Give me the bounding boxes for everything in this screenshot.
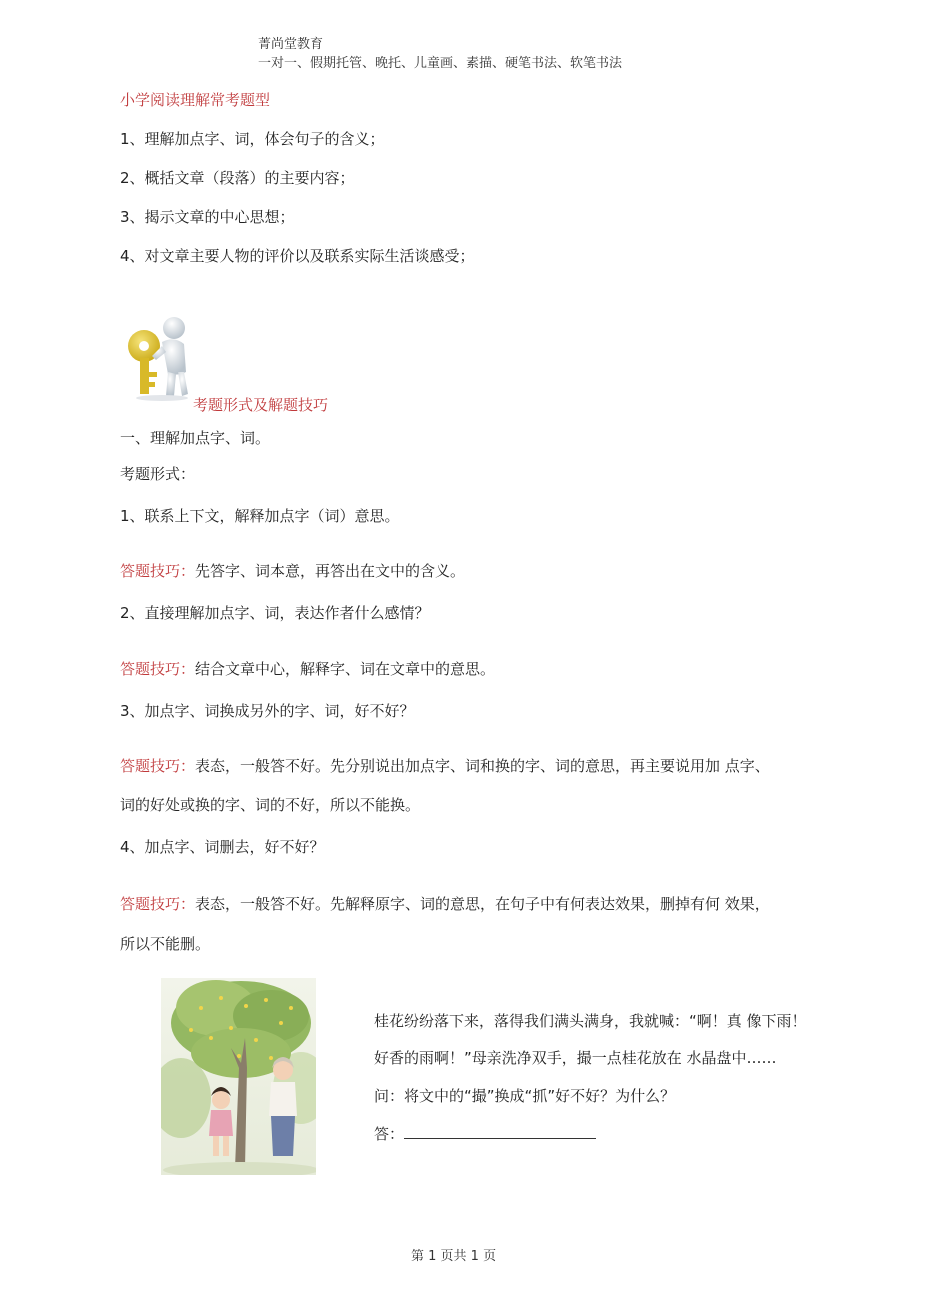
tip-text: 结合文章中心，解释字、词在文章中的意思。 bbox=[195, 660, 496, 678]
tip-label: 答题技巧： bbox=[120, 660, 196, 678]
section1-item: 4、对文章主要人物的评价以及联系实际生活谈感受； bbox=[120, 247, 475, 265]
osmanthus-tree-illustration bbox=[161, 978, 316, 1175]
example-line-1: 桂花纷纷落下来，落得我们满头满身，我就喊：“啊！真 像下雨！ bbox=[374, 1012, 807, 1030]
tip-4-line1 bbox=[120, 893, 770, 914]
section1-item: 1、理解加点字、词，体会句子的含义； bbox=[120, 130, 385, 148]
answer-line bbox=[374, 1123, 596, 1144]
key-figure-illustration bbox=[122, 312, 194, 402]
header-org: 菁尚堂教育 bbox=[258, 37, 324, 52]
answer-label: 答： bbox=[374, 1125, 405, 1143]
tip-text: 表态，一般答不好。先解释原字、词的意思，在句子中有何表达效果，删掉有何 效果， bbox=[195, 895, 770, 913]
section2-title: 考题形式及解题技巧 bbox=[193, 396, 329, 414]
answer-blank[interactable] bbox=[404, 1124, 596, 1139]
tip-text: 先答字、词本意，再答出在文中的含义。 bbox=[195, 562, 466, 580]
tip-label: 答题技巧： bbox=[120, 757, 196, 775]
section1-item: 3、揭示文章的中心思想； bbox=[120, 208, 295, 226]
question-2: 2、直接理解加点字、词，表达作者什么感情？ bbox=[120, 604, 430, 622]
tip-4-line2: 所以不能删。 bbox=[120, 935, 211, 953]
part-heading: 一、理解加点字、词。 bbox=[120, 429, 271, 447]
tip-label: 答题技巧： bbox=[120, 562, 196, 580]
example-line-2: 好香的雨啊！”母亲洗净双手，撮一点桂花放在 水晶盘中…… bbox=[374, 1049, 777, 1067]
tip-3-line1 bbox=[120, 755, 770, 776]
section1-title: 小学阅读理解常考题型 bbox=[120, 91, 271, 109]
question-4: 4、加点字、词删去，好不好？ bbox=[120, 838, 325, 856]
page-number: 第 1 页共 1 页 bbox=[411, 1249, 497, 1264]
tip-2 bbox=[120, 658, 495, 679]
form-label: 考题形式： bbox=[120, 465, 196, 483]
example-question: 问：将文中的“撮”换成“抓”好不好？为什么？ bbox=[374, 1087, 676, 1105]
tip-3-line2: 词的好处或换的字、词的不好，所以不能换。 bbox=[120, 796, 421, 814]
header-services: 一对一、假期托管、晚托、儿童画、素描、硬笔书法、软笔书法 bbox=[258, 56, 623, 71]
question-3: 3、加点字、词换成另外的字、词，好不好？ bbox=[120, 702, 415, 720]
tip-label: 答题技巧： bbox=[120, 895, 196, 913]
tip-text: 表态，一般答不好。先分别说出加点字、词和换的字、词的意思，再主要说用加 点字、 bbox=[195, 757, 770, 775]
question-1: 1、联系上下文，解释加点字（词）意思。 bbox=[120, 507, 400, 525]
tip-1 bbox=[120, 560, 465, 581]
section1-item: 2、概括文章（段落）的主要内容； bbox=[120, 169, 355, 187]
